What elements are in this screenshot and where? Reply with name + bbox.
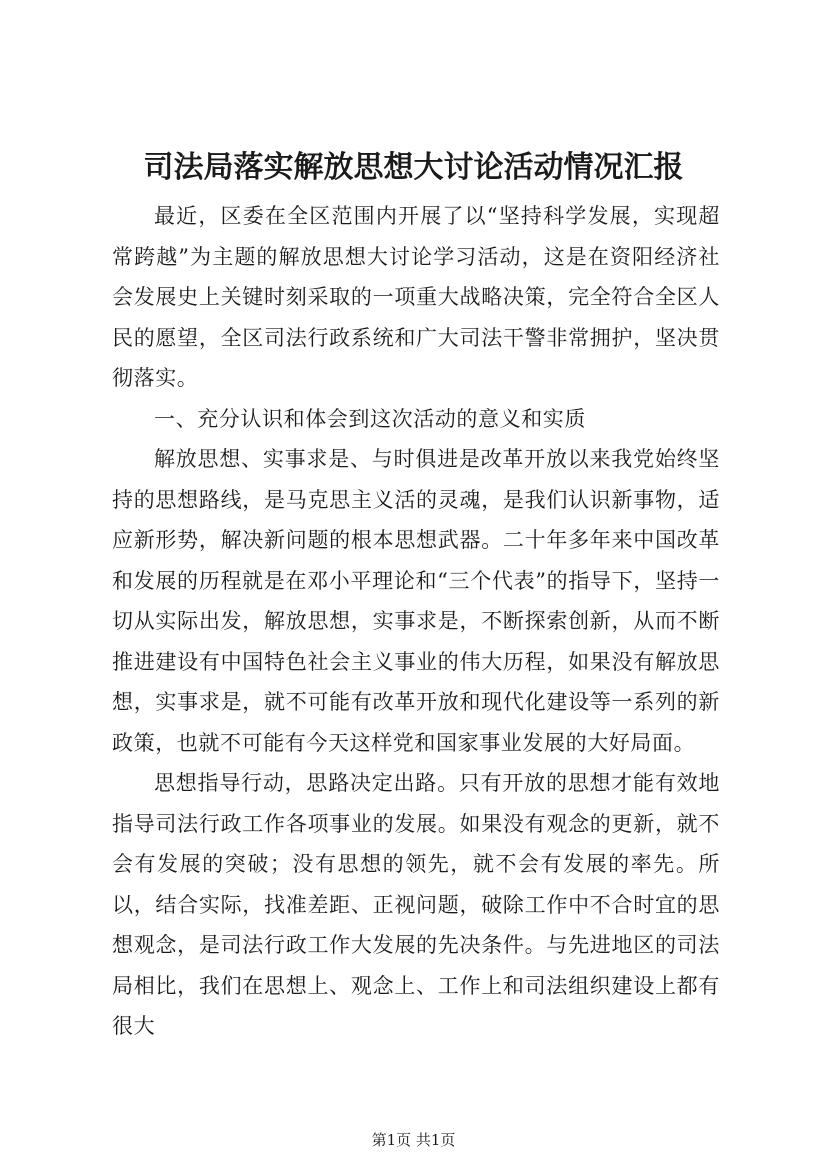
section-heading-1: 一、充分认识和体会到这次活动的意义和实质	[154, 406, 586, 431]
paragraph-intro: 最近，区委在全区范围内开展了以“坚持科学发展，实现超常跨越”为主题的解放思想大讨论学习活动，这是在资阳经济社会发展史上关键时刻采取的一项重大战略决策，完全符合全区人民的愿望，全区司法行政系统和广大司法干警非常拥护，坚决贯彻落实。	[112, 204, 720, 390]
document-title: 司法局落实解放思想大讨论活动情况汇报	[143, 150, 684, 185]
page-number-footer: 第1页 共1页	[371, 1131, 456, 1149]
document-body	[112, 196, 720, 1047]
paragraph-thinking: 思想指导行动，思路决定出路。只有开放的思想才能有效地指导司法行政工作各项事业的发展。如果没有观念的更新，就不会有发展的突破；没有思想的领先，就不会有发展的率先。所以，结合实际，找准差距、正视问题，破除工作中不合时宜的思想观念，是司法行政工作大发展的先决条件。与先进地区的司法局相比，我们在思想上、观念上、工作上和司法组织建设上都有很大	[112, 771, 720, 1038]
paragraph-ideology: 解放思想、实事求是、与时俱进是改革开放以来我党始终坚持的思想路线，是马克思主义活的灵魂，是我们认识新事物，适应新形势，解决新问题的根本思想武器。二十年多年来中国改革和发展的历程就是在邓小平理论和“三个代表”的指导下，坚持一切从实际出发，解放思想，实事求是，不断探索创新，从而不断推进建设有中国特色社会主义事业的伟大历程，如果没有解放思想，实事求是，就不可能有改革开放和现代化建设等一系列的新政策，也就不可能有今天这样党和国家事业发展的大好局面。	[112, 447, 720, 755]
